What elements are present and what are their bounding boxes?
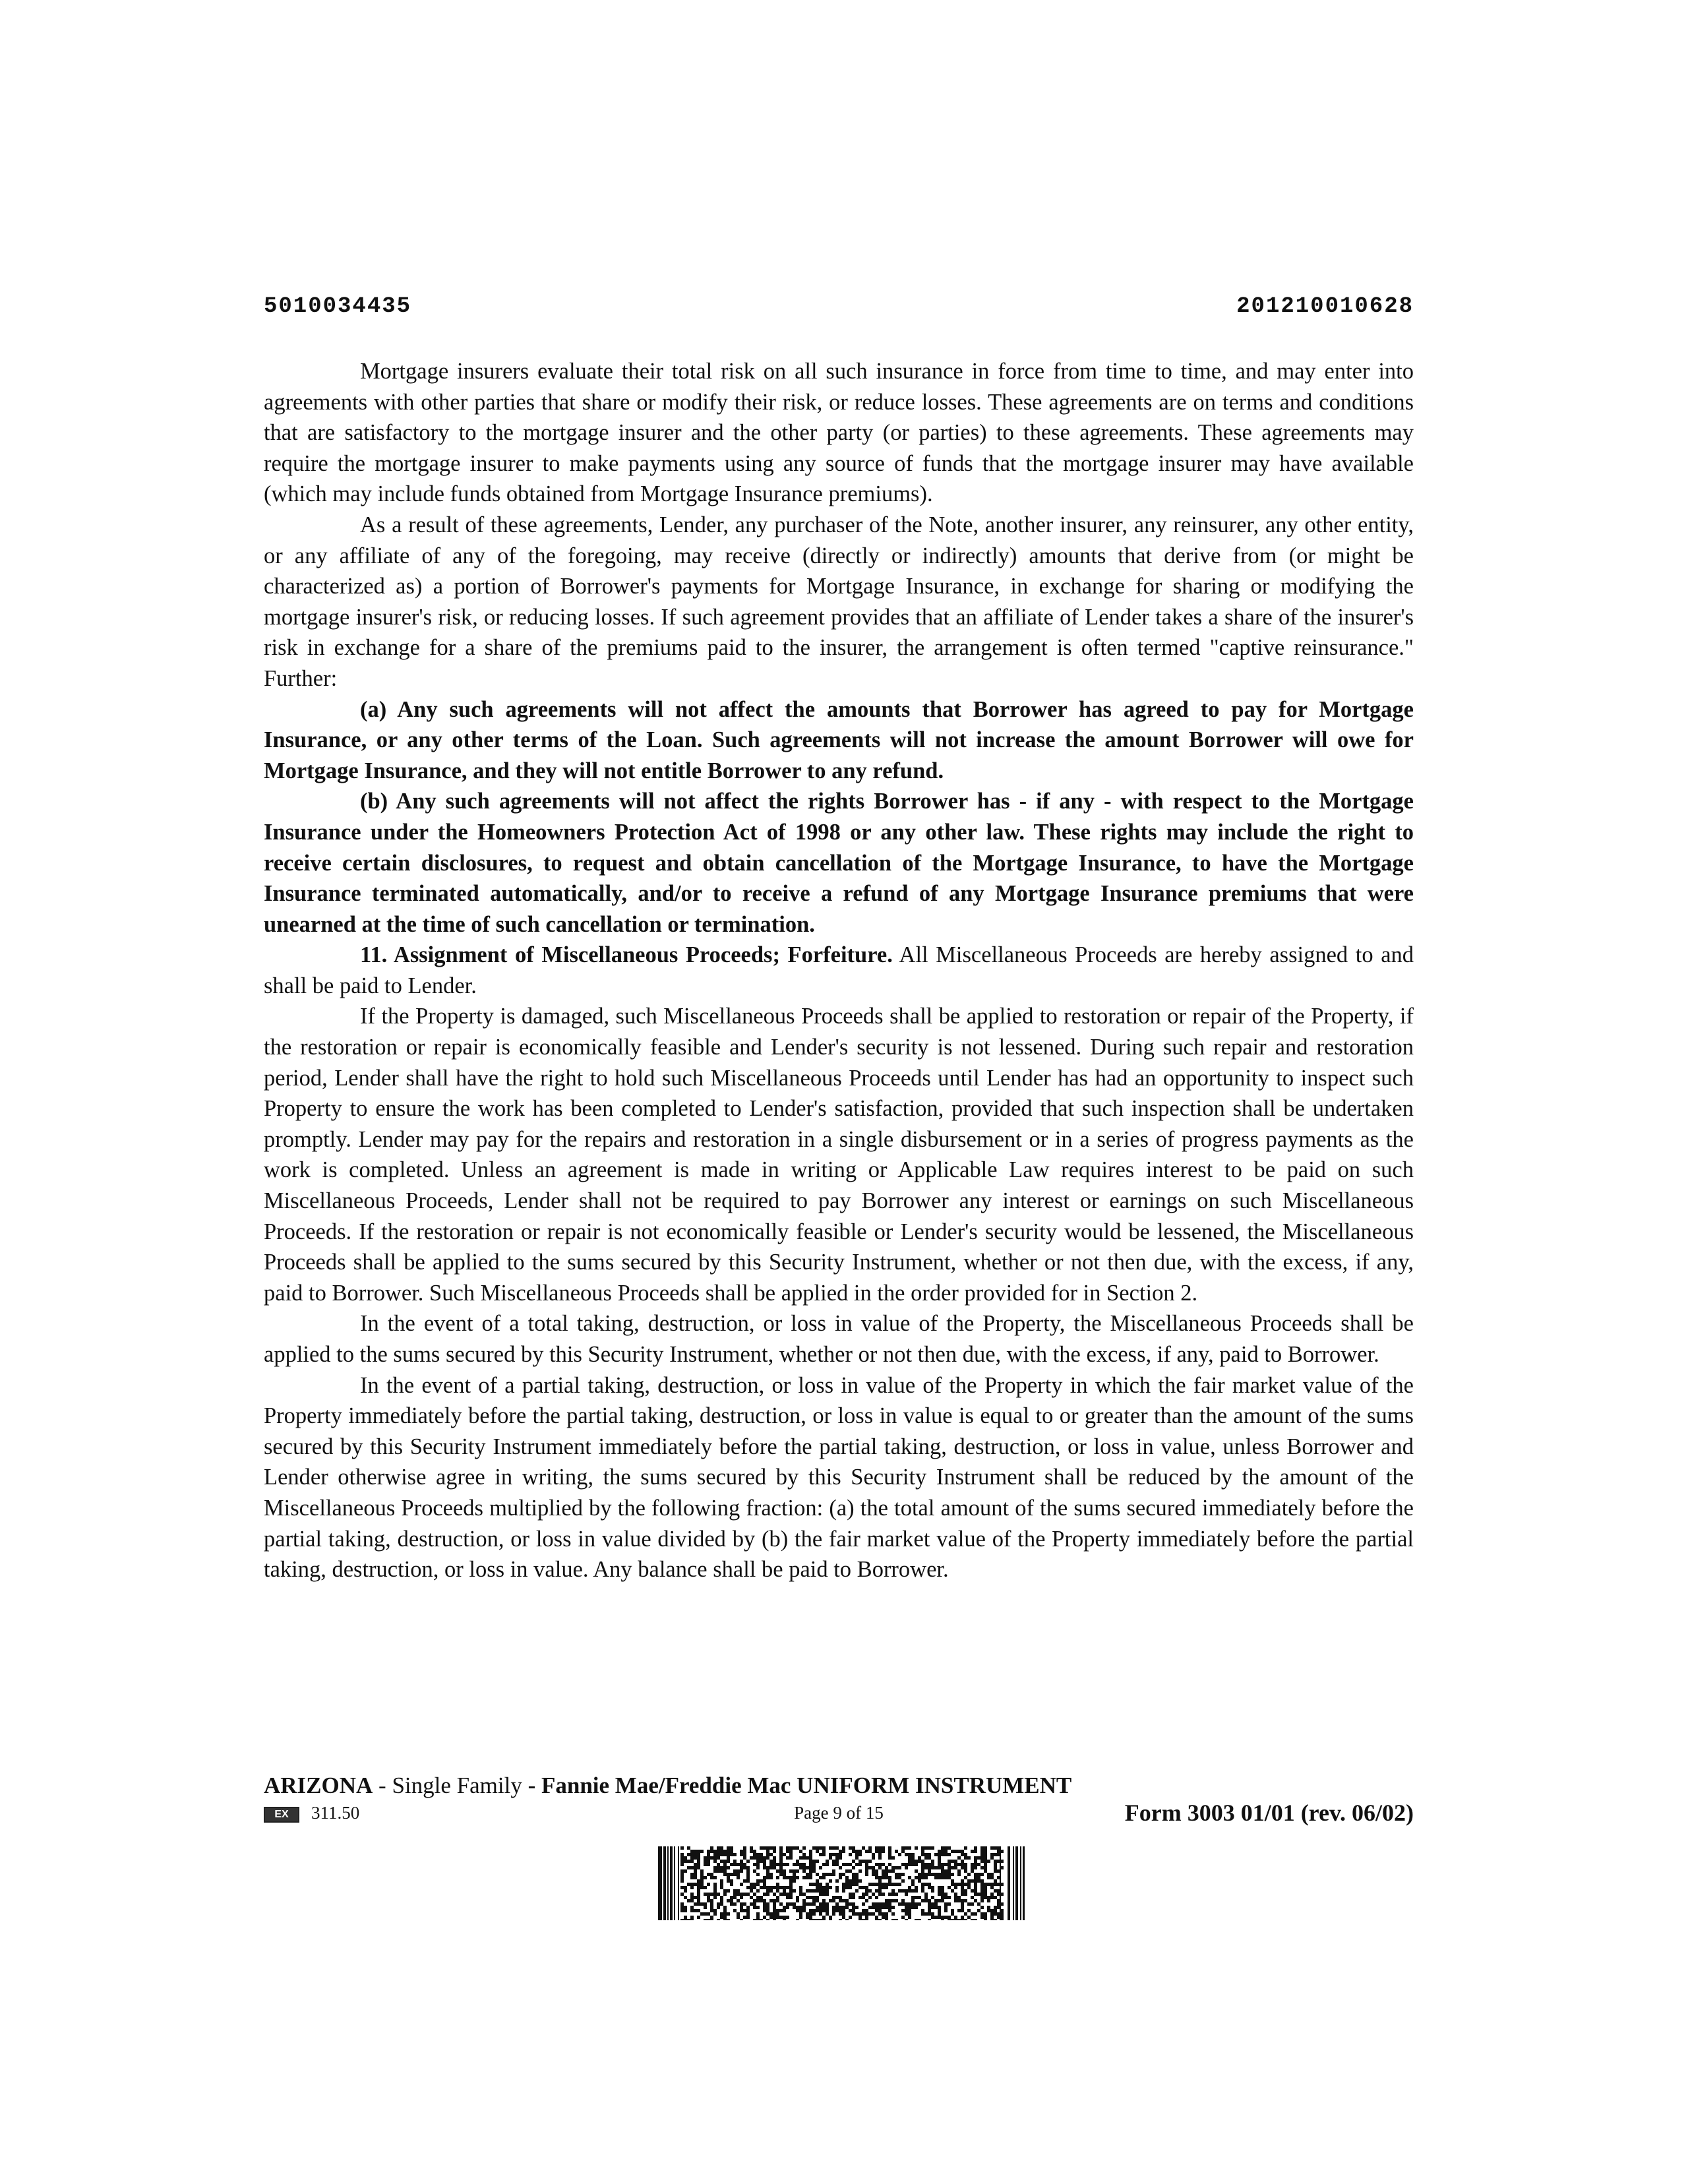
section-11-text: All Miscellaneous Proceeds are hereby assigned to and shall be paid to Lender. xyxy=(264,942,1414,998)
ellie-mae-logo-icon: EX xyxy=(264,1807,299,1823)
footer-instrument-line xyxy=(264,1771,1414,1800)
footer-separator: - xyxy=(522,1773,541,1798)
section-11-heading: 11. Assignment of Miscellaneous Proceeds; Forfeiture. xyxy=(360,942,893,968)
paragraph-section-11 xyxy=(264,940,1414,1001)
loan-number: 5010034435 xyxy=(264,294,412,319)
footer-state: ARIZONA xyxy=(264,1773,373,1798)
paragraph-total-taking: In the event of a total taking, destruction, or loss in value of the Property, the Miscellaneous Proceeds shall be applied to the sums secured by this Security Instrument, whether or not then due, with the excess, if any, paid to Borrower. xyxy=(264,1311,1414,1367)
paragraph-agreements-result: As a result of these agreements, Lender, any purchaser of the Note, another insurer, any reinsurer, any other entity, or any affiliate of any of the foregoing, may receive (directly or indirectly) amounts that derive from (or might be characterized as) a portion of Borrower's payments for Mortgage Insurance, in exchange for sharing or modifying the mortgage insurer's risk, or reducing losses. If such agreement provides that an affiliate of Lender takes a share of the insurer's risk in exchange for a share of the premiums paid to the insurer, the arrangement is often termed "captive reinsurance." Further: xyxy=(264,512,1414,691)
paragraph-clause-b: (b) Any such agreements will not affect the rights Borrower has - if any - with respect to the Mortgage Insurance under the Homeowners Protection Act of 1998 or any other law. These rights may include the right to receive certain disclosures, to request and obtain cancellation of the Mortgage Insurance, to have the Mortgage Insurance terminated automatically, and/or to receive a refund of any Mortgage Insurance premiums that were unearned at the time of such cancellation or termination. xyxy=(264,789,1414,937)
page-number: Page 9 of 15 xyxy=(794,1803,884,1823)
footer-instrument: Fannie Mae/Freddie Mac UNIFORM INSTRUMENT xyxy=(541,1773,1072,1798)
paragraph-partial-taking: In the event of a partial taking, destruction, or loss in value of the Property in which the fair market value of the Property immediately before the partial taking, destruction, or loss in value is equal to or greater than the amount of the sums secured by this Security Instrument immediately before the partial taking, destruction, or loss in value, unless Borrower and Lender otherwise agree in writing, the sums secured by this Security Instrument shall be reduced by the amount of the Miscellaneous Proceeds multiplied by the following fraction: (a) the total amount of the sums secured immediately before the partial taking, destruction, or loss in value divided by (b) the fair market value of the Property immediately before the partial taking, destruction, or loss in value. Any balance shall be paid to Borrower. xyxy=(264,1372,1414,1583)
paragraph-mortgage-insurers: Mortgage insurers evaluate their total risk on all such insurance in force from time to time, and may enter into agreements with other parties that share or modify their risk, or reduce losses. These agreements are on terms and conditions that are satisfactory to the mortgage insurer and the other party (or parties) to these agreements. These agreements may require the mortgage insurer to make payments using any source of funds that the mortgage insurer may have available (which may include funds obtained from Mortgage Insurance premiums). xyxy=(264,359,1414,507)
paragraph-property-damaged: If the Property is damaged, such Miscellaneous Proceeds shall be applied to restoration or repair of the Property, if the restoration or repair is economically feasible and Lender's security is not lessened. During such repair and restoration period, Lender shall have the right to hold such Miscellaneous Proceeds until Lender has had an opportunity to inspect such Property to ensure the work has been completed to Lender's satisfaction, provided that such inspection shall be undertaken promptly. Lender may pay for the repairs and restoration in a single disbursement or in a series of progress payments as the work is completed. Unless an agreement is made in writing or Applicable Law requires interest to be paid on such Miscellaneous Proceeds, Lender shall not be required to pay Borrower any interest or earnings on such Miscellaneous Proceeds. If the restoration or repair is not economically feasible or Lender's security would be lessened, the Miscellaneous Proceeds shall be applied to the sums secured by this Security Instrument, whether or not then due, with the excess, if any, paid to Borrower. Such Miscellaneous Proceeds shall be applied in the order provided for in Section 2. xyxy=(264,1004,1414,1306)
footer-separator: - xyxy=(373,1773,392,1798)
footer-family: Single Family xyxy=(392,1773,522,1798)
footer-form-line xyxy=(264,1802,1414,1832)
barcode-icon xyxy=(658,1846,1025,1920)
paragraph-clause-a: (a) Any such agreements will not affect the amounts that Borrower has agreed to pay for Mortgage Insurance, or any other terms of the Loan. Such agreements will not increase the amount Borrower will owe for Mortgage Insurance, and they will not entitle Borrower to any refund. xyxy=(264,696,1414,783)
footer-form-code: 311.50 xyxy=(311,1803,360,1823)
document-header xyxy=(264,294,1414,319)
form-number: Form 3003 01/01 (rev. 06/02) xyxy=(1124,1800,1414,1826)
document-body xyxy=(264,356,1414,1585)
document-number: 201210010628 xyxy=(1236,294,1414,319)
